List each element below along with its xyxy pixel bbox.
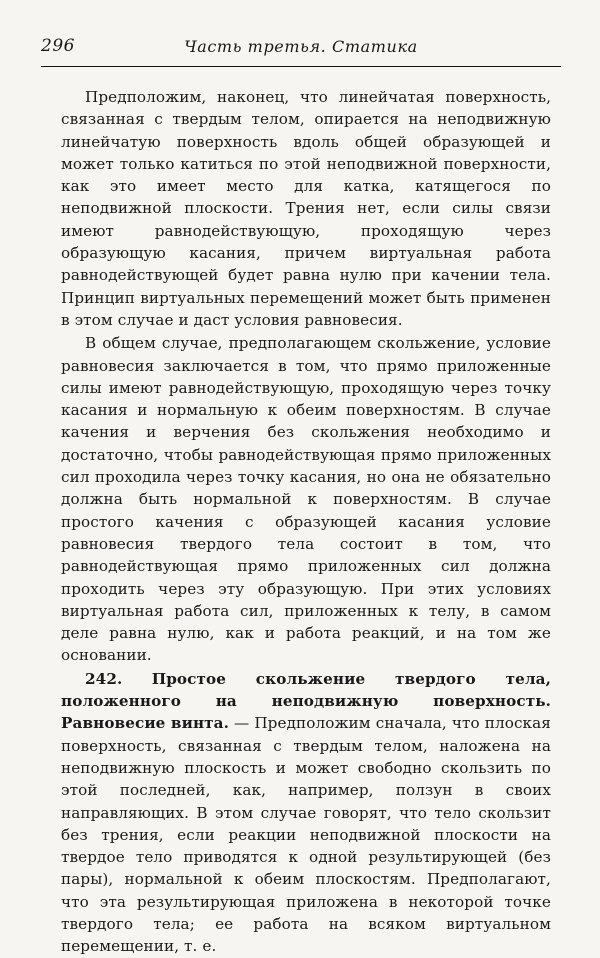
page-number: 296 (41, 36, 75, 56)
page-body (61, 86, 551, 958)
section-242 (61, 668, 551, 958)
paragraph: В общем случае, предполагающем скольжение, условие равновесия заключается в том, что прямо приложенные силы имеют равнодействующую, проходящую через точку касания и нормальную к обеим поверхностям. В случае качения и верчения без скольжения необходимо и достаточно, чтобы равнодействующая прямо приложенных сил проходила через точку касания, но она не обязательно должна быть нормальной к поверхностям. В случае простого качения с образующей касания условие равновесия твердого тела состоит в том, что равнодействующая прямо приложенных сил должна проходить через эту образующую. При этих условиях виртуальная работа сил, приложенных к телу, в самом деле равна нулю, как и работа реакций, и на том же основании. (61, 334, 551, 665)
section-title: Простое скольжение твердого тела, положенного на неподвижную поверхность. Равновесие винта. (61, 669, 551, 733)
header-rule (41, 66, 561, 67)
running-head: Часть третья. Статика (184, 37, 418, 56)
paragraph: Предположим, наконец, что линейчатая поверхность, связанная с твердым телом, опирается на неподвижную линейчатую поверхность вдоль общей образующей и может только катиться по этой неподвижной поверхности, как это имеет место для катка, катящегося по неподвижной плоскости. Трения нет, если силы связи имеют равнодействующую, проходящую через образующую касания, причем виртуальная работа равнодействующей будет равна нулю при качении тела. Принцип виртуальных перемещений может быть применен в этом случае и даст условия равновесия. (61, 88, 551, 329)
section-text: — Предположим сначала, что плоская поверхность, связанная с твердым телом, наложена на неподвижную плоскость и может свободно скользить по этой последней, как, например, ползун в своих направляющих. В этом случае говорят, что тело скользит без трения, если реакции неподвижной плоскости на твердое тело приводятся к одной результирующей (без пары), нормальной к обеим плоскостям. Предполагают, что эта результирующая приложена в некоторой точке твердого тела; ее работа на всяком виртуальном перемещении, т. е. (61, 714, 551, 956)
page-header (41, 36, 561, 66)
section-number: 242. (85, 669, 123, 688)
